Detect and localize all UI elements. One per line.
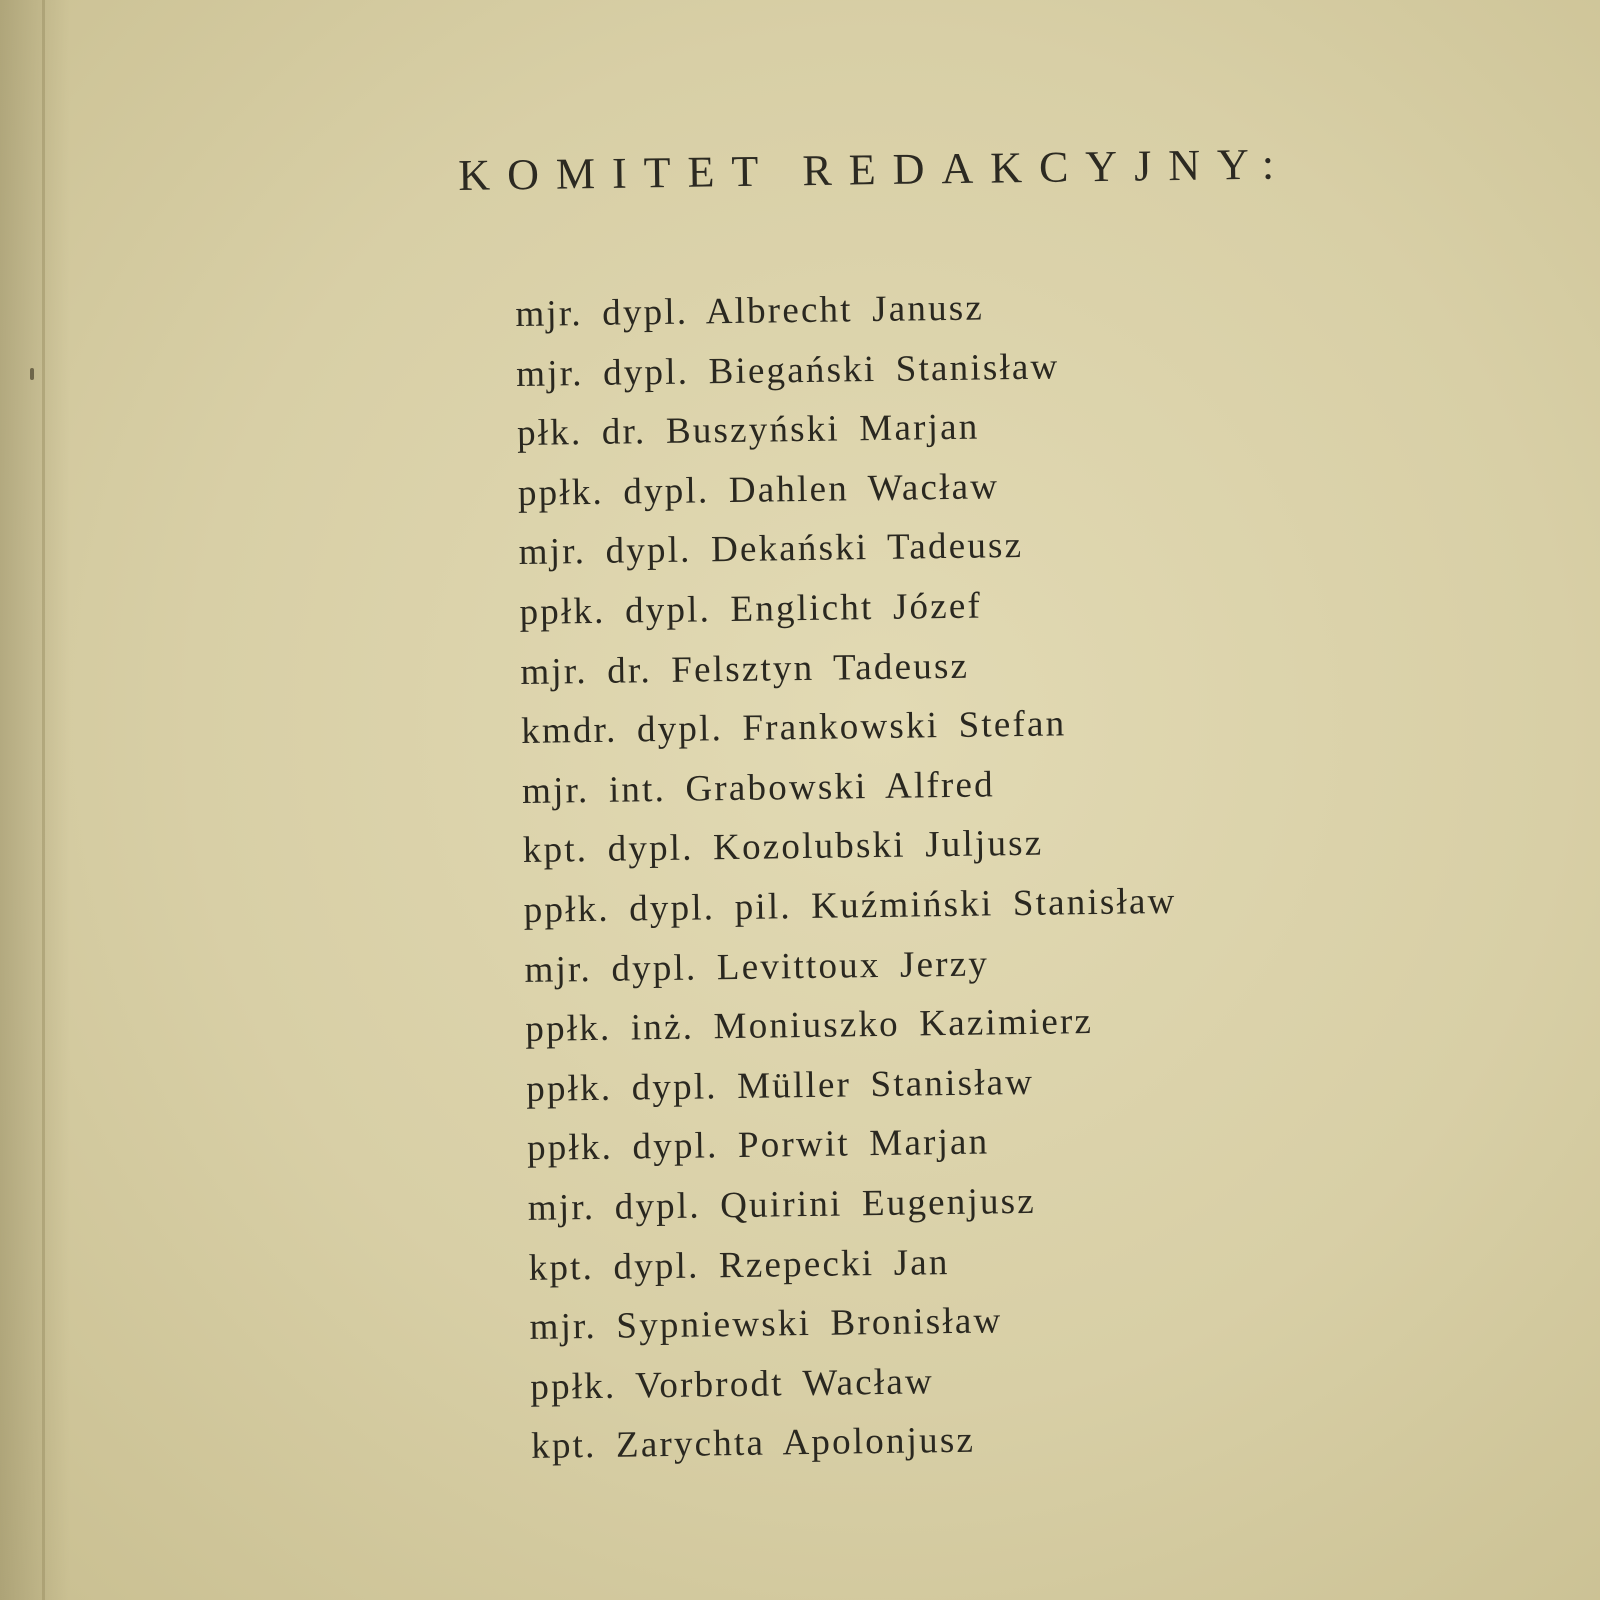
page-fold	[42, 0, 45, 1600]
member-entry: kpt. Zarychta Apolonjusz	[530, 1419, 976, 1468]
member-entry: ppłk. dypl. pil. Kuźmiński Stanisław	[523, 880, 1177, 931]
member-entry: mjr. dypl. Levittoux Jerzy	[524, 942, 990, 991]
member-entry: ppłk. dypl. Englicht Józef	[519, 585, 983, 633]
member-entry: płk. dr. Buszyński Marjan	[516, 406, 980, 455]
member-entry: kpt. dypl. Kozolubski Juljusz	[522, 823, 1044, 872]
member-entry: ppłk. dypl. Porwit Marjan	[526, 1121, 990, 1170]
member-entry: ppłk. Vorbrodt Wacław	[530, 1360, 935, 1408]
committee-heading: KOMITET REDAKCYJNY:	[458, 139, 1292, 200]
member-entry: ppłk. dypl. Dahlen Wacław	[517, 466, 1000, 514]
member-entry: ppłk. dypl. Müller Stanisław	[525, 1061, 1035, 1110]
member-entry: mjr. dypl. Albrecht Janusz	[515, 287, 985, 335]
paper-speck	[30, 368, 34, 380]
member-entry: mjr. Sypniewski Bronisław	[529, 1300, 1003, 1348]
member-entry: mjr. dypl. Quirini Eugenjusz	[527, 1180, 1037, 1229]
member-entry: mjr. dr. Felsztyn Tadeusz	[520, 645, 970, 693]
member-entry: ppłk. inż. Moniuszko Kazimierz	[525, 1001, 1094, 1051]
gutter-shadow	[0, 0, 70, 1600]
committee-member-list	[515, 275, 1232, 1477]
member-entry: mjr. dypl. Biegański Stanisław	[515, 346, 1060, 395]
member-entry: kmdr. dypl. Frankowski Stefan	[520, 703, 1067, 753]
member-entry: mjr. int. Grabowski Alfred	[521, 764, 996, 812]
member-entry: mjr. dypl. Dekański Tadeusz	[518, 525, 1024, 574]
member-entry: kpt. dypl. Rzepecki Jan	[528, 1241, 950, 1289]
